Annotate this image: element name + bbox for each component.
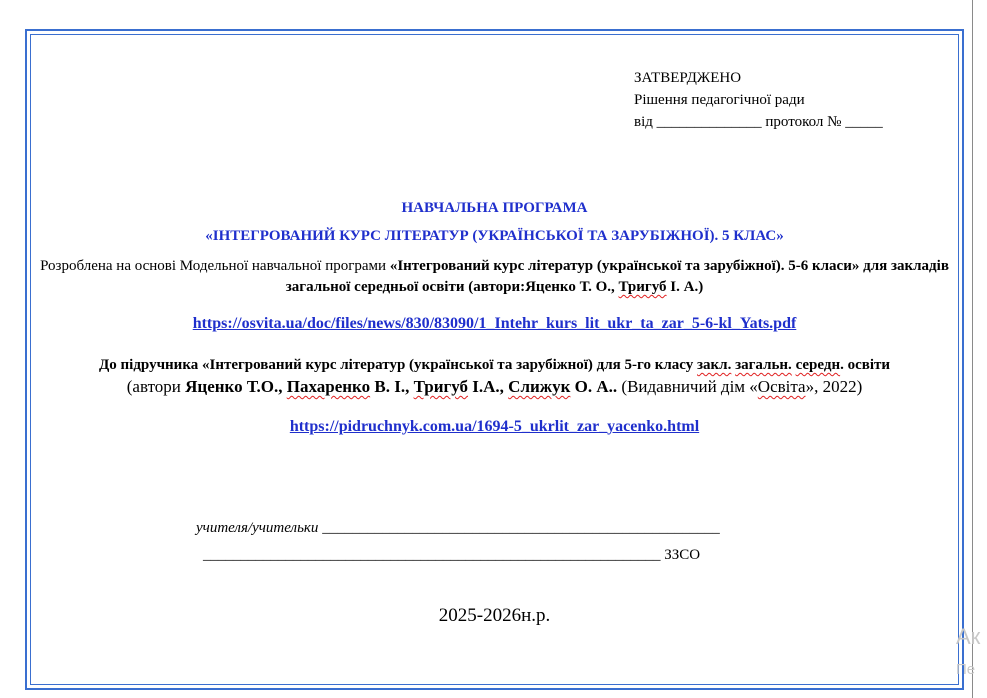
author-tryhub: Тригуб [413,377,469,396]
author-yatsenko: Яценко Т.О. [185,377,279,396]
basis-prefix: Розроблена на основі Модельної навчальної програми [40,258,390,274]
authors-prefix: (автори [126,377,186,396]
author-pakharenko-initials: В. І. [370,377,406,396]
academic-year: 2025-2026н.р. [438,605,551,626]
school-blank: _____________________________________________________________ [203,547,661,563]
textbook-link[interactable]: https://pidruchnyk.com.ua/1694-5_ukrlit_zar_yacenko.html [289,418,700,435]
basis-program-title: «Інтегрований курс літератур (української та зарубіжної). 5-6 класи» для закладів загальної середньої освіти (автори:Яценко Т. О., [285,258,949,295]
separator: , [405,377,414,396]
textbook-line-2 [40,376,949,397]
program-title: «ІНТЕГРОВАНИЙ КУРС ЛІТЕРАТУР (УКРАЇНСЬКОЇ ТА ЗАРУБІЖНОЇ). 5 КЛАС» [205,228,784,244]
school-line [203,547,700,564]
textbook-title: До підручника «Інтегрований курс літератур (української та зарубіжної) для 5-го класу [98,357,697,373]
teacher-blank: _____________________________________________________ [322,520,720,536]
basis-author-initials: І. А.) [666,279,704,295]
approval-council: Рішення педагогічної ради [634,92,805,108]
author-pakharenko: Пахаренко [286,377,371,396]
school-suffix: ЗЗСО [664,547,701,563]
author-tryhub-initials: І.А. [468,377,500,396]
textbook-title-end: . освіти [840,357,891,373]
teacher-label: учителя/учительки [196,520,319,536]
activation-watermark-line-1: Ак [956,624,981,649]
basis-author-tryhub: Тригуб [618,279,667,295]
publisher-prefix: (Видавничий дім « [617,377,758,396]
program-heading: НАВЧАЛЬНА ПРОГРАМА [401,200,588,216]
textbook-paragraph [40,355,949,397]
publisher-year: », 2022) [805,377,863,396]
page-edge [972,0,973,698]
teacher-signature-line [196,520,720,537]
model-program-link[interactable]: https://osvita.ua/doc/files/news/830/83090/1_Intehr_kurs_lit_ukr_ta_zar_5-6-kl_Yats.pdf [192,315,797,332]
publisher-name: Освіта [757,377,806,396]
approval-title: ЗАТВЕРДЖЕНО [634,70,742,86]
abbr-zahaln: загальн. [735,357,792,373]
basis-paragraph [40,256,949,298]
author-slyzhuk-initials: О. А.. [570,377,618,396]
activation-watermark-line-2: Пе [956,661,976,678]
abbr-seredn: середн [795,357,841,373]
separator: , [278,377,287,396]
author-slyzhuk: Слижук [508,377,571,396]
separator: , [499,377,509,396]
approval-protocol: від ______________ протокол № _____ [634,114,883,130]
abbr-zakl: закл. [697,357,732,373]
approval-block [634,67,883,133]
textbook-line-1 [40,355,949,376]
